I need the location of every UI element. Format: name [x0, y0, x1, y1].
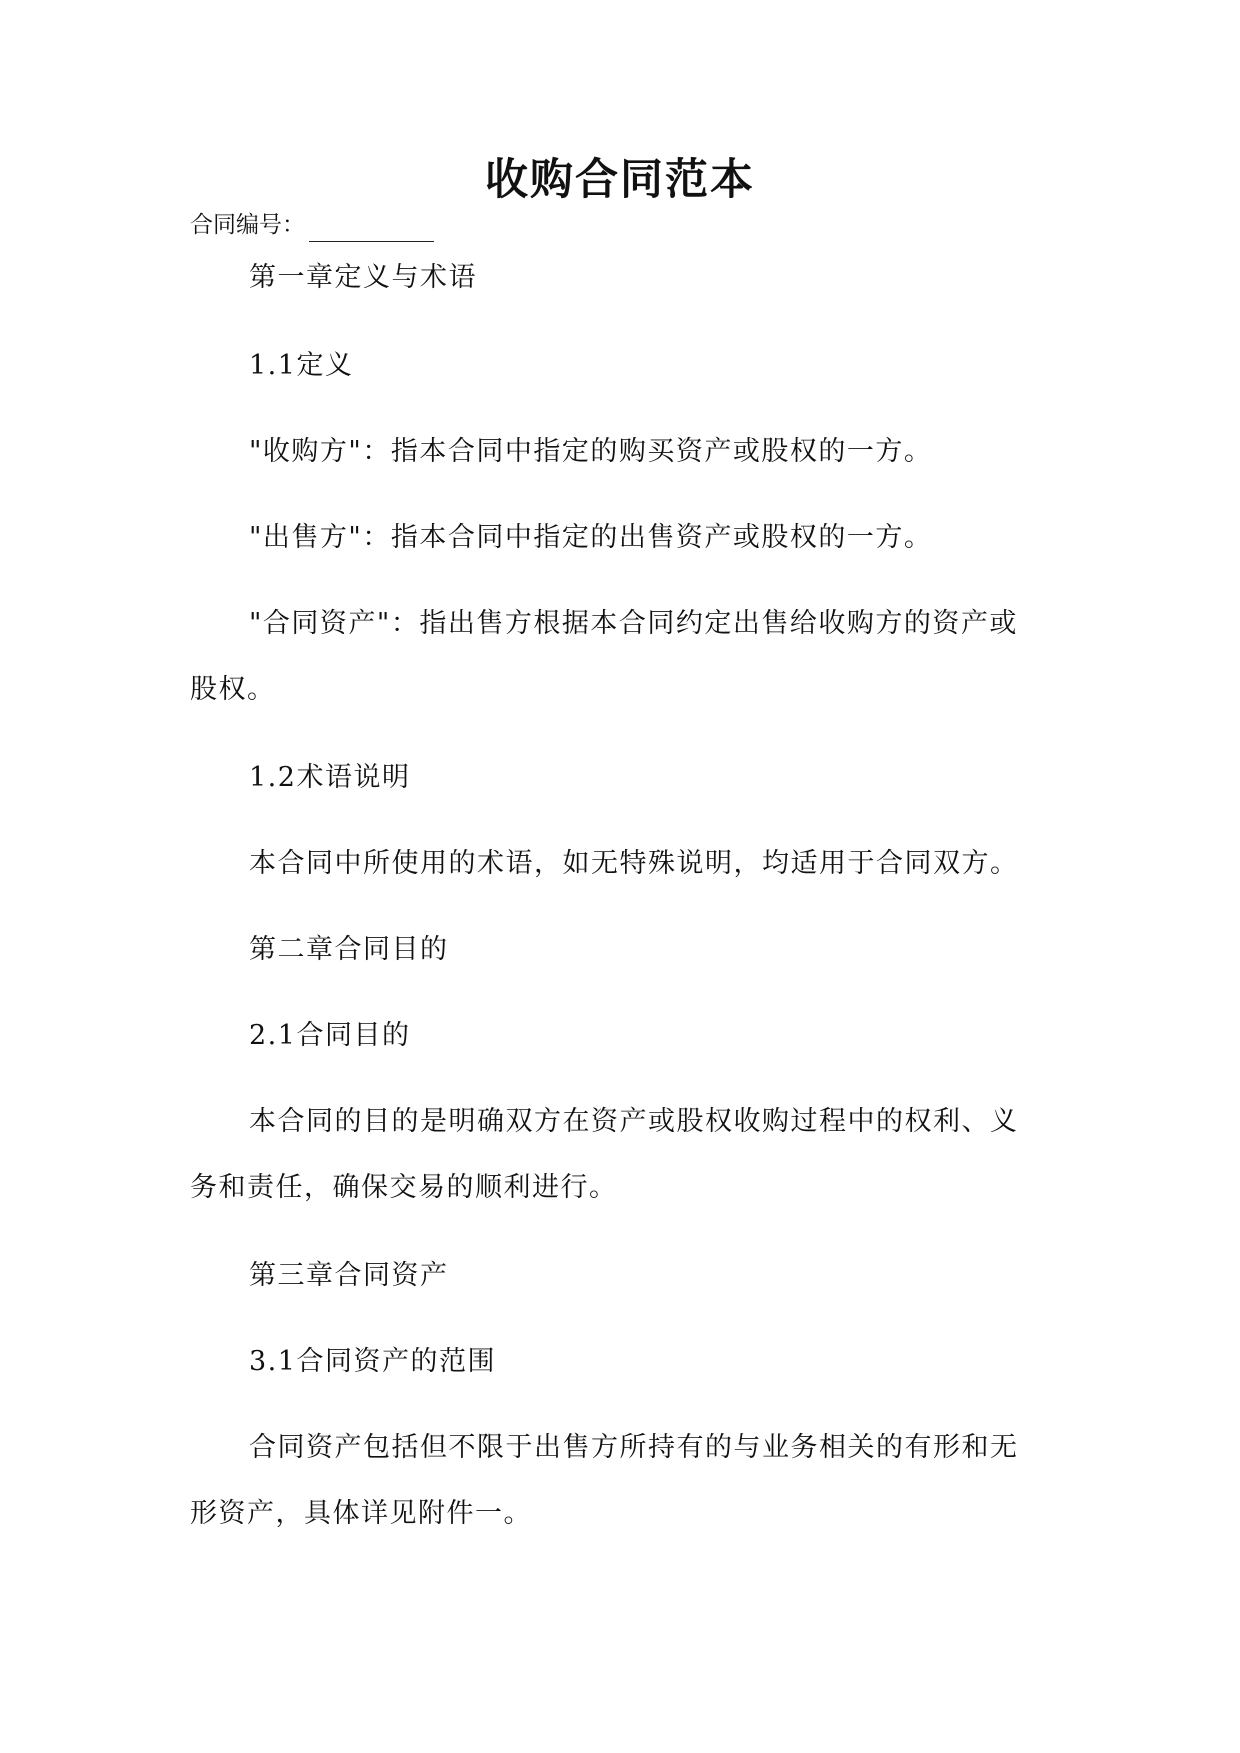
- section-2-1-heading: 2.1合同目的: [249, 1020, 411, 1051]
- contract-number-label: 合同编号：: [190, 212, 305, 238]
- section-1-1-heading: 1.1定义: [249, 350, 354, 381]
- contract-number-blank: [309, 219, 434, 242]
- section-3-1-heading: 3.1合同资产的范围: [249, 1346, 496, 1377]
- terms-paragraph: 本合同中所使用的术语，如无特殊说明，均适用于合同双方。: [249, 848, 1019, 879]
- definition-seller: "出售方"：指本合同中指定的出售资产或股权的一方。: [249, 522, 933, 553]
- assets-paragraph-line-1: 合同资产包括但不限于出售方所持有的与业务相关的有形和无: [249, 1432, 1019, 1463]
- definition-assets-line-1: "合同资产"：指出售方根据本合同约定出售给收购方的资产或: [249, 608, 1018, 639]
- chapter-3-heading: 第三章合同资产: [249, 1260, 449, 1291]
- chapter-2-heading: 第二章合同目的: [249, 934, 449, 965]
- chapter-1-heading: 第一章定义与术语: [249, 262, 477, 293]
- document-title: 收购合同范本: [485, 155, 755, 205]
- purpose-paragraph-line-1: 本合同的目的是明确双方在资产或股权收购过程中的权利、义: [249, 1106, 1019, 1137]
- contract-number: [190, 208, 434, 242]
- purpose-paragraph-line-2: 务和责任，确保交易的顺利进行。: [190, 1172, 618, 1203]
- assets-paragraph-line-2: 形资产，具体详见附件一。: [190, 1498, 532, 1529]
- definition-acquirer: "收购方"：指本合同中指定的购买资产或股权的一方。: [249, 436, 933, 467]
- definition-assets-line-2: 股权。: [190, 674, 276, 705]
- section-1-2-heading: 1.2术语说明: [249, 762, 411, 793]
